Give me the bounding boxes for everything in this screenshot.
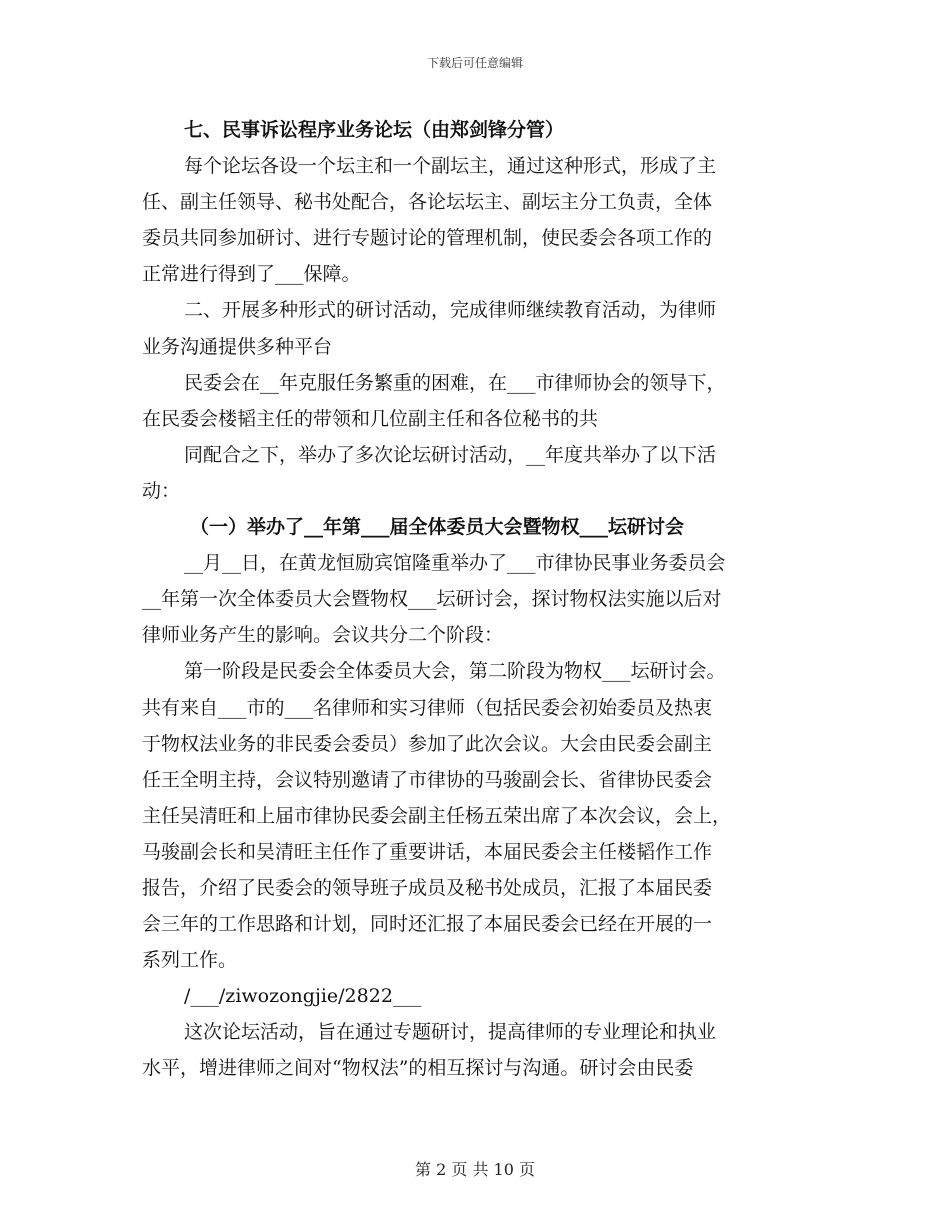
url-fragment-line: /___/ziwozongjie/2822___ bbox=[184, 985, 422, 1008]
paragraph-line: __年第一次全体委员大会暨物权___坛研讨会，探讨物权法实施以后对 bbox=[142, 588, 722, 611]
paragraph-line: 这次论坛活动，旨在通过专题研讨，提高律师的专业理论和执业 bbox=[184, 1021, 717, 1044]
paragraph-line: 主任吴清旺和上届市律协民委会副主任杨五荣出席了本次会议，会上， bbox=[142, 804, 732, 827]
paragraph-line: __月__日，在黄龙恒励宾馆隆重举办了___市律协民事业务委员会 bbox=[184, 552, 726, 575]
subsection-heading-general-meeting: （一）举办了__年第___届全体委员大会暨物权___坛研讨会 bbox=[190, 516, 685, 539]
page-header-note: 下载后可任意编辑 bbox=[426, 56, 523, 70]
paragraph-line: 业务沟通提供多种平台 bbox=[142, 335, 333, 358]
paragraph-line: 报告，介绍了民委会的领导班子成员及秘书处成员，汇报了本届民委 bbox=[142, 876, 713, 899]
paragraph-line: 系列工作。 bbox=[142, 949, 238, 972]
paragraph-line: 于物权法业务的非民委会委员）参加了此次会议。大会由民委会副主 bbox=[142, 732, 713, 755]
paragraph-line: 共有来自___市的___名律师和实习律师（包括民委会初始委员及热衷 bbox=[142, 696, 713, 719]
paragraph-line: 正常进行得到了___保障。 bbox=[142, 263, 361, 286]
page-number-footer: 第 2 页 共 10 页 bbox=[415, 1160, 535, 1179]
paragraph-line: 会三年的工作思路和计划，同时还汇报了本届民委会已经在开展的一 bbox=[142, 913, 713, 936]
paragraph-line: 每个论坛各设一个坛主和一个副坛主，通过这种形式，形成了主 bbox=[184, 155, 717, 178]
paragraph-line: 第一阶段是民委会全体委员大会，第二阶段为物权___坛研讨会。 bbox=[184, 660, 726, 683]
paragraph-line: 在民委会楼韬主任的带领和几位副主任和各位秘书的共 bbox=[142, 407, 599, 430]
paragraph-line: 动： bbox=[142, 479, 181, 502]
paragraph-line: 水平，增进律师之间对“物权法”的相互探讨与沟通。研讨会由民委 bbox=[142, 1057, 694, 1080]
document-body bbox=[142, 112, 810, 1087]
paragraph-line: 任、副主任领导、秘书处配合，各论坛坛主、副坛主分工负责，全体 bbox=[142, 191, 713, 214]
paragraph-line: 委员共同参加研讨、进行专题讨论的管理机制，使民委会各项工作的 bbox=[142, 227, 713, 250]
paragraph-line: 律师业务产生的影响。会议共分二个阶段： bbox=[142, 624, 504, 647]
paragraph-line: 民委会在__年克服任务繁重的困难，在___市律师协会的领导下， bbox=[184, 371, 726, 394]
section-heading-civil-procedure-forum: 七、民事诉讼程序业务论坛（由郑剑锋分管） bbox=[184, 119, 565, 141]
paragraph-line: 同配合之下，举办了多次论坛研讨活动，__年度共举办了以下活 bbox=[184, 443, 717, 466]
paragraph-line: 马骏副会长和吴清旺主任作了重要讲话，本届民委会主任楼韬作工作 bbox=[142, 840, 713, 863]
paragraph-line: 任王全明主持，会议特别邀请了市律协的马骏副会长、省律协民委会 bbox=[142, 768, 713, 791]
section-heading-seminar-activities: 二、开展多种形式的研讨活动，完成律师继续教育活动，为律师 bbox=[184, 299, 717, 322]
